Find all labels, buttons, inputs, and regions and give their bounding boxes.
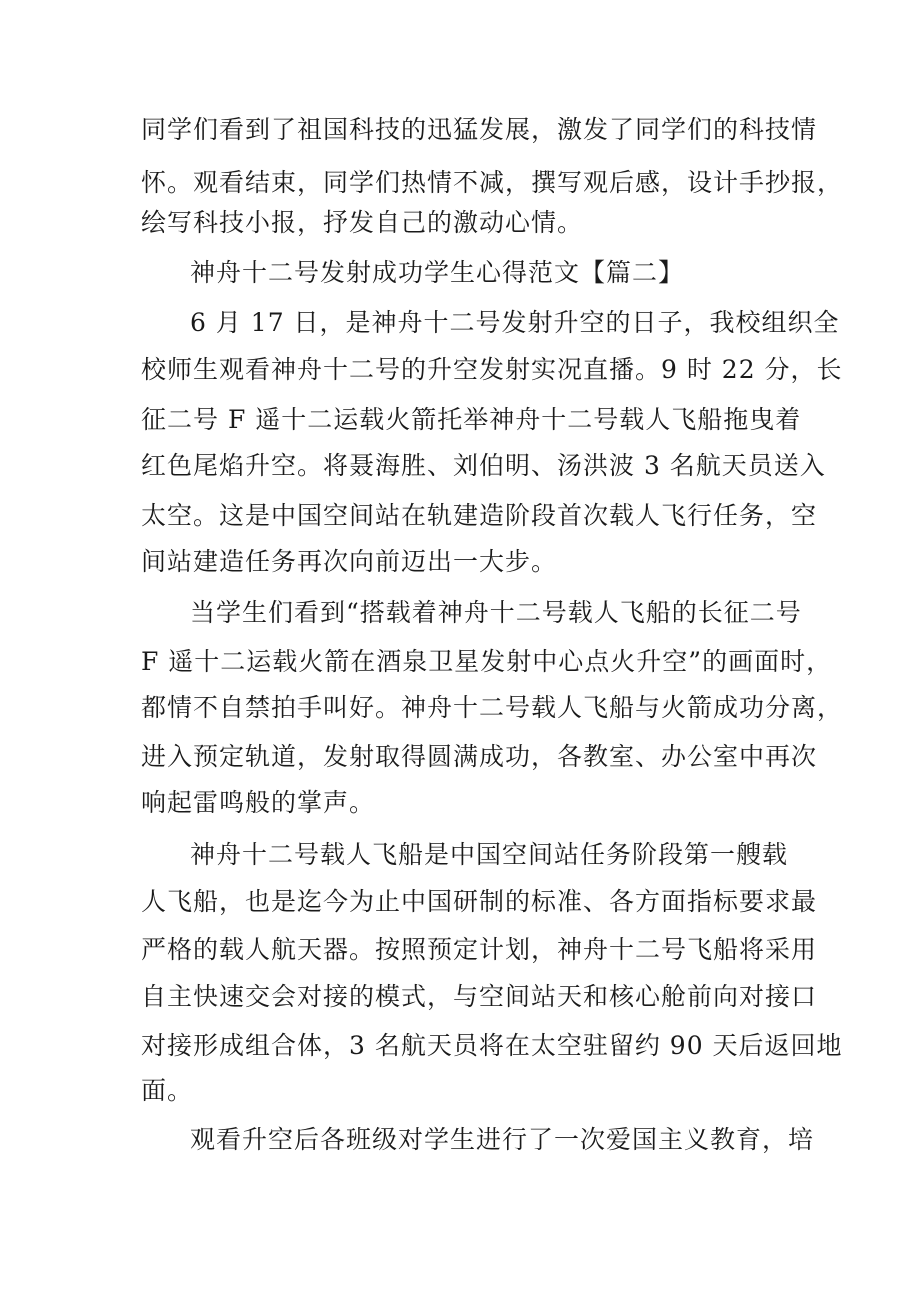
paragraph-5-line-1: 观看升空后各班级对学生进行了一次爱国主义教育，培 [190, 1125, 815, 1154]
paragraph-4-line-3: 严格的载人航天器。按照预定计划，神舟十二号飞船将采用 [141, 935, 818, 964]
paragraph-1-line-1: 同学们看到了祖国科技的迅猛发展，激发了同学们的科技情 [141, 115, 818, 144]
paragraph-2-line-2: 校师生观看神舟十二号的升空发射实况直播。9 时 22 分，长 [141, 355, 843, 384]
paragraph-3-line-4: 进入预定轨道，发射取得圆满成功，各教室、办公室中再次 [141, 742, 818, 771]
paragraph-3-line-5: 响起雷鸣般的掌声。 [141, 788, 376, 817]
paragraph-1-line-2: 怀。观看结束，同学们热情不减，撰写观后感，设计手抄报， [141, 168, 844, 197]
paragraph-3-line-1: 当学生们看到“搭载着神舟十二号载人飞船的长征二号 [190, 598, 802, 627]
paragraph-4-line-1: 神舟十二号载人飞船是中国空间站任务阶段第一艘载 [190, 840, 789, 869]
section-heading: 神舟十二号发射成功学生心得范文【篇二】 [190, 258, 685, 287]
paragraph-3-line-2: F 遥十二运载火箭在酒泉卫星发射中心点火升空”的画面时， [141, 647, 833, 676]
paragraph-4-line-5: 对接形成组合体，3 名航天员将在太空驻留约 90 天后返回地 [141, 1031, 843, 1060]
paragraph-2-line-5: 太空。这是中国空间站在轨建造阶段首次载人飞行任务，空 [141, 501, 818, 530]
paragraph-3-line-3: 都情不自禁拍手叫好。神舟十二号载人飞船与火箭成功分离， [141, 693, 844, 722]
paragraph-1-line-3: 绘写科技小报，抒发自己的激动心情。 [141, 208, 584, 237]
paragraph-4-line-4: 自主快速交会对接的模式，与空间站天和核心舱前向对接口 [141, 982, 818, 1011]
paragraph-4-line-6: 面。 [141, 1076, 194, 1105]
paragraph-2-line-3: 征二号 F 遥十二运载火箭托举神舟十二号载人飞船拖曳着 [141, 405, 802, 434]
paragraph-2-line-4: 红色尾焰升空。将聂海胜、刘伯明、汤洪波 3 名航天员送入 [141, 451, 826, 480]
paragraph-2-line-6: 间站建造任务再次向前迈出一大步。 [141, 547, 558, 576]
paragraph-4-line-2: 人飞船，也是迄今为止中国研制的标准、各方面指标要求最 [141, 887, 818, 916]
paragraph-2-line-1: 6 月 17 日，是神舟十二号发射升空的日子，我校组织全 [190, 308, 840, 337]
